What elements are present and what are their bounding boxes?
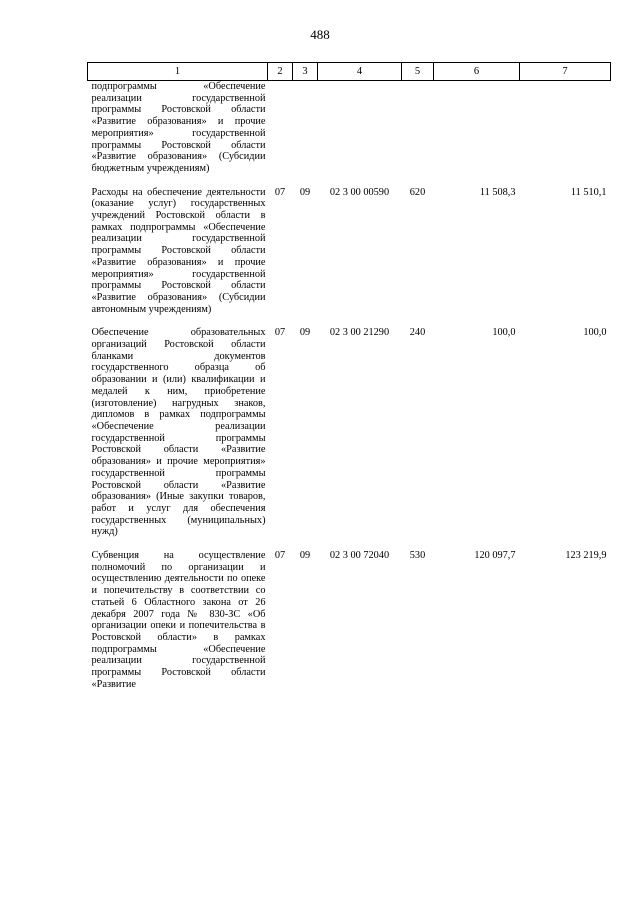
budget-table (87, 62, 611, 696)
row-description: Субвенция на осуществление полномочий по организации и осуществлению деятельности по опеке и попечительству в соответствии со статьей 6 Областного закона от 26 декабря 2007 года № 830-ЗС «Об организации опеки и попечительства в Ростовской области» в рамках подпрограммы «Обеспечение реализации государственной программы Ростовской области «Развитие (91, 550, 266, 690)
budget-table-container (87, 62, 610, 696)
row-subsection: 09 (299, 186, 311, 198)
row-amount-1: 100,0 (492, 327, 516, 339)
row-subsection (293, 81, 318, 181)
row-expense-type (402, 81, 434, 181)
row-section: 07 (274, 327, 286, 339)
header-col-6: 6 (434, 63, 520, 81)
row-expense-type: 620 (409, 186, 426, 198)
row-amount-1: 120 097,7 (474, 550, 516, 562)
row-amount-2: 100,0 (583, 327, 607, 339)
row-amount-2: 11 510,1 (570, 186, 607, 198)
row-description: Обеспечение образовательных организаций Ростовской области бланками документов государственного образца об образовании и (или) квалификации и медалей к ним, приобретение (изготовление) нагрудных знаков, дипломов в рамках подпрограммы «Обеспечение реализации государственной программы Ростовской области «Развитие образования» и прочие мероприятия» государственной программы Ростовской области «Развитие образования» (Иные закупки товаров, работ и услуг для обеспечения государственных (муниципальных) нужд) (91, 327, 266, 538)
row-amount-1 (434, 81, 520, 181)
table-row (88, 81, 611, 181)
row-description: подпрограммы «Обеспечение реализации государственной программы Ростовской области «Развитие образования» и прочие мероприятия» государственной программы Ростовской области «Развитие образования» (Субсидии бюджетным учреждениям) (91, 81, 266, 174)
row-expense-type: 240 (409, 327, 426, 339)
table-body (88, 81, 611, 697)
header-col-2: 2 (268, 63, 293, 81)
row-section: 07 (274, 186, 286, 198)
row-amount-2: 123 219,9 (565, 550, 607, 562)
row-amount-2 (520, 81, 611, 181)
header-col-1: 1 (88, 63, 268, 81)
header-col-4: 4 (318, 63, 402, 81)
page-number: 488 (310, 27, 330, 42)
table-row (88, 321, 611, 544)
row-expense-type: 530 (409, 550, 426, 562)
row-target-code: 02 3 00 00590 (329, 186, 390, 198)
table-row (88, 181, 611, 322)
row-target-code: 02 3 00 72040 (329, 550, 390, 562)
row-subsection: 09 (299, 327, 311, 339)
row-amount-1: 11 508,3 (479, 186, 516, 198)
row-section (268, 81, 293, 181)
header-col-5: 5 (402, 63, 434, 81)
row-subsection: 09 (299, 550, 311, 562)
header-row (88, 63, 611, 81)
row-target-code: 02 3 00 21290 (329, 327, 390, 339)
table-row (88, 544, 611, 696)
table-header (88, 63, 611, 81)
header-col-7: 7 (520, 63, 611, 81)
header-col-3: 3 (293, 63, 318, 81)
row-target-code (318, 81, 402, 181)
row-section: 07 (274, 550, 286, 562)
row-description: Расходы на обеспечение деятельности (оказание услуг) государственных учреждений Ростовской области в рамках подпрограммы «Обеспечение реализации государственной программы Ростовской области «Развитие образования» и прочие мероприятия» государственной программы Ростовской области «Развитие образования» (Субсидии автономным учреждениям) (91, 186, 266, 315)
